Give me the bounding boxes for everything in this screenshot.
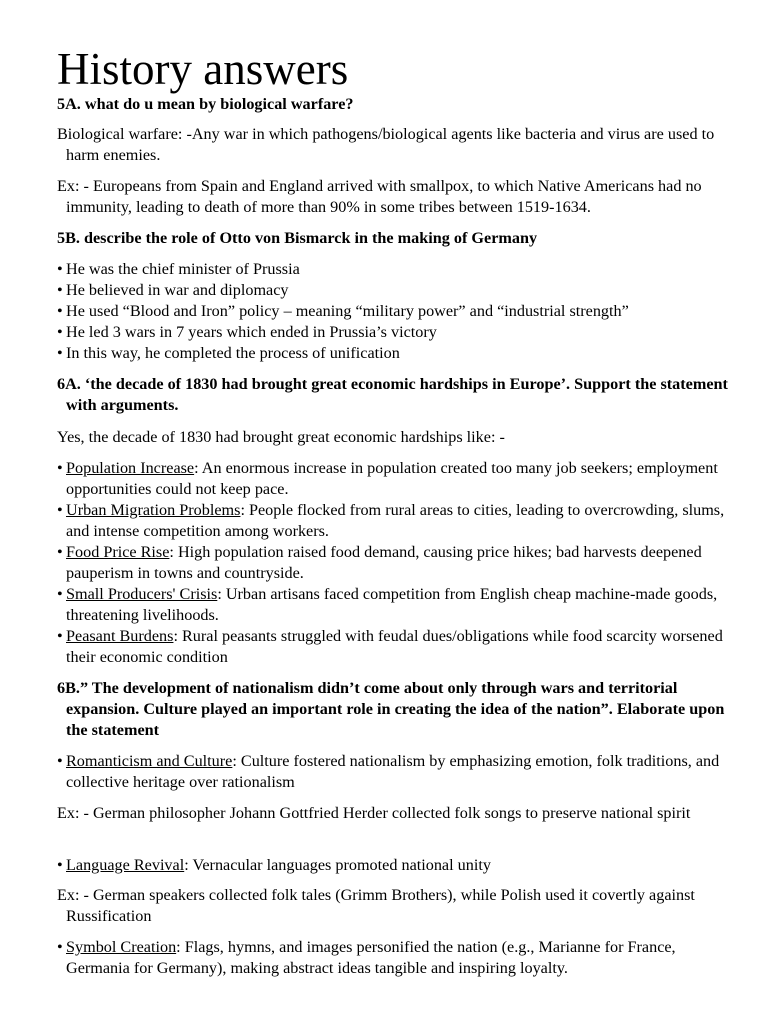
question-6b: 6B.” The development of nationalism didn’t come about only through wars and territorial expansion. Culture played an important role in creating the idea of the nation”. Elaborate upon the statement [57,679,725,740]
list-item [57,280,737,301]
bullet-icon: • [57,752,63,770]
list-item [57,259,737,280]
bullet-icon: • [57,323,63,341]
example-6b-2: Ex: - German speakers collected folk tales (Grimm Brothers), while Polish used it covertly against Russification [57,886,695,926]
list-item [57,500,737,542]
question-6a: 6A. ‘the decade of 1830 had brought great economic hardships in Europe’. Support the statement with arguments. [57,375,728,415]
term-description: : An enormous increase in population created too many job seekers; employment opportunities could not keep pace. [66,459,718,499]
term-description: : People flocked from rural areas to cities, leading to overcrowding, slums, and intense competition among workers. [66,501,725,541]
list-item [57,458,737,500]
term-label: Romanticism and Culture [66,752,233,770]
list-item [57,301,737,322]
list-item [57,751,737,793]
list-item [57,937,737,979]
term-label: Small Producers' Crisis [66,585,218,603]
term-label: Symbol Creation [66,938,177,956]
bullet-icon: • [57,260,63,278]
term-label: Urban Migration Problems [66,501,241,519]
question-5a: 5A. what do u mean by biological warfare? [57,95,354,113]
term-description: : Rural peasants struggled with feudal dues/obligations while food scarcity worsened their economic condition [66,627,723,667]
question-5b: 5B. describe the role of Otto von Bismarck in the making of Germany [57,229,538,247]
list-item [57,584,737,626]
bullet-icon: • [57,585,63,603]
list-item [57,855,737,876]
list-item [57,343,737,364]
term-description: : Flags, hymns, and images personified the nation (e.g., Marianne for France, Germania for Germany), making abstract ideas tangible and inspiring loyalty. [66,938,676,978]
answer-5a: Biological warfare: -Any war in which pathogens/biological agents like bacteria and virus are used to harm enemies. [57,125,715,165]
example-5a: Ex: - Europeans from Spain and England arrived with smallpox, to which Native Americans had no immunity, leading to death of more than 90% in some tribes between 1519-1634. [57,177,702,217]
bullet-icon: • [57,543,63,561]
term-description: : High population raised food demand, causing price hikes; bad harvests deepened pauperism in towns and countryside. [66,543,702,583]
intro-6a: Yes, the decade of 1830 had brought great economic hardships like: - [57,428,505,446]
bullet-icon: • [57,856,63,874]
bullet-icon: • [57,627,63,645]
term-description: : Culture fostered nationalism by emphasizing emotion, folk traditions, and collective heritage over rationalism [66,752,720,792]
term-label: Peasant Burdens [66,627,174,645]
page-title: History answers [57,44,349,94]
list-item-text: He used “Blood and Iron” policy – meaning “military power” and “industrial strength” [66,302,629,320]
bullet-icon: • [57,459,63,477]
list-item-text: He led 3 wars in 7 years which ended in Prussia’s victory [66,323,437,341]
bullet-icon: • [57,344,63,362]
term-description: : Vernacular languages promoted national unity [184,856,491,874]
list-item-text: He believed in war and diplomacy [66,281,289,299]
list-item [57,322,737,343]
list-item-text: In this way, he completed the process of unification [66,344,400,362]
bullet-icon: • [57,938,63,956]
term-label: Population Increase [66,459,195,477]
list-item [57,626,737,668]
term-label: Food Price Rise [66,543,170,561]
term-label: Language Revival [66,856,185,874]
bullet-icon: • [57,302,63,320]
example-6b-1: Ex: - German philosopher Johann Gottfried Herder collected folk songs to preserve national spirit [57,804,691,822]
term-description: : Urban artisans faced competition from English cheap machine-made goods, threatening livelihoods. [66,585,718,625]
list-item [57,542,737,584]
bullet-icon: • [57,501,63,519]
list-item-text: He was the chief minister of Prussia [66,260,300,278]
bullet-icon: • [57,281,63,299]
